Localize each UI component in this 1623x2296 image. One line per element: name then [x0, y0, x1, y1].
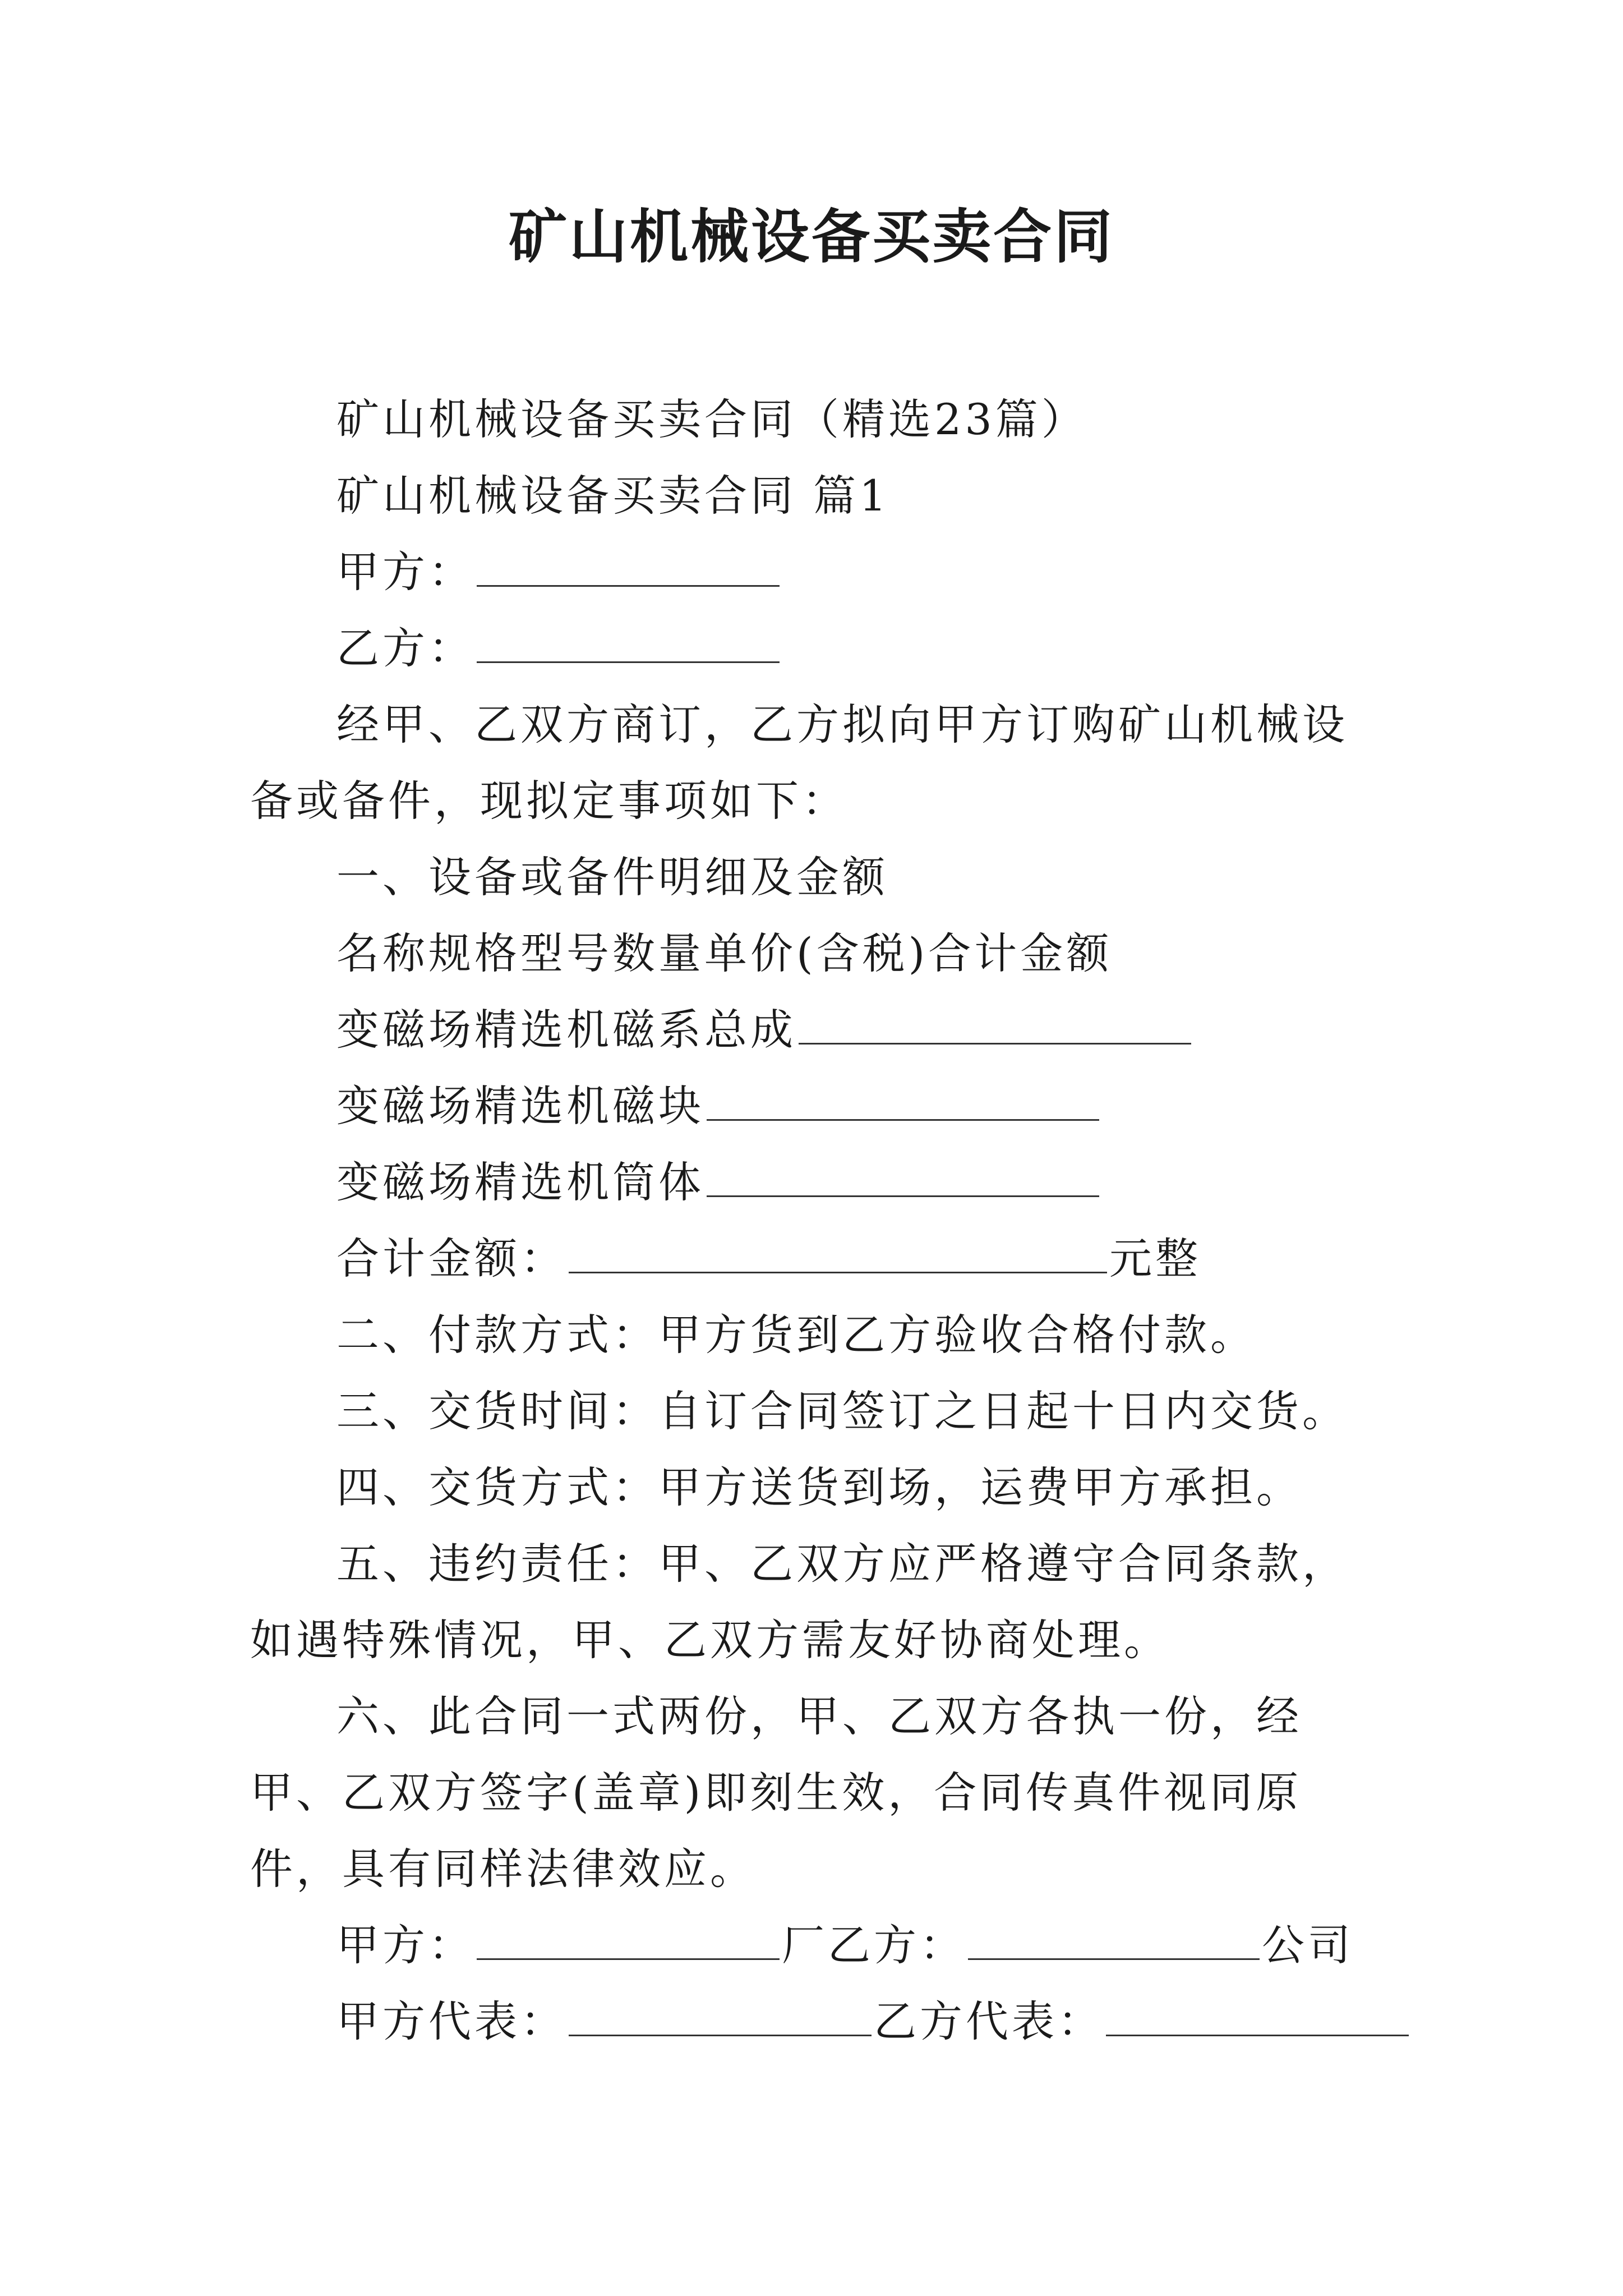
sign-party-b-blank: [968, 1922, 1260, 1960]
total-blank: [569, 1236, 1107, 1273]
signature-reps-line: 甲方代表： 乙方代表：: [250, 1984, 1383, 2060]
item-row-1-blank: [799, 1007, 1191, 1045]
party-b-blank: [477, 625, 780, 663]
party-a-line: 甲方：: [250, 534, 1383, 610]
total-line: 合计金额： 元整: [336, 1234, 1201, 1283]
clause-6: 六、此合同一式两份，甲、乙双方各执一份，经甲、乙双方签字(盖章)即刻生效，合同传真件视同原件，具有同样法律效应。: [250, 1691, 1302, 1894]
item-row-1: 变磁场精选机磁系总成: [250, 992, 1383, 1068]
sign-rep-a-blank: [569, 1999, 872, 2036]
signature-parties-line: 甲方： 厂乙方： 公司: [336, 1920, 1354, 1970]
clause-5: 五、违约责任：甲、乙双方应严格遵守合同条款，如遇特殊情况，甲、乙双方需友好协商处理。: [250, 1539, 1348, 1665]
clause-4: 四、交货方式：甲方送货到场，运费甲方承担。: [336, 1462, 1302, 1512]
intro-paragraph: 经甲、乙双方商订，乙方拟向甲方订购矿山机械设备或备件，现拟定事项如下：: [250, 700, 1348, 826]
item-row-3: 变磁场精选机筒体: [250, 1144, 1383, 1221]
page-title: 矿山机械设备买卖合同: [508, 202, 1114, 271]
section-heading: 矿山机械设备买卖合同 篇1: [336, 471, 890, 521]
party-a-blank: [477, 549, 780, 587]
item-row-3-blank: [707, 1159, 1099, 1197]
subtitle: 矿山机械设备买卖合同（精选23篇）: [336, 394, 1087, 444]
item-row-2-blank: [707, 1083, 1099, 1121]
table-header: 名称规格型号数量单价(含税)合计金额: [336, 928, 1113, 978]
clause-2: 二、付款方式：甲方货到乙方验收合格付款。: [336, 1310, 1256, 1360]
clause-3: 三、交货时间：自订合同签订之日起十日内交货。: [336, 1386, 1348, 1436]
party-b-line: 乙方：: [250, 610, 1383, 687]
sign-rep-b-blank: [1106, 1999, 1409, 2036]
sign-party-a-blank: [477, 1922, 780, 1960]
item-row-2: 变磁场精选机磁块: [250, 1068, 1383, 1144]
item1-heading: 一、设备或备件明细及金额: [336, 852, 888, 902]
